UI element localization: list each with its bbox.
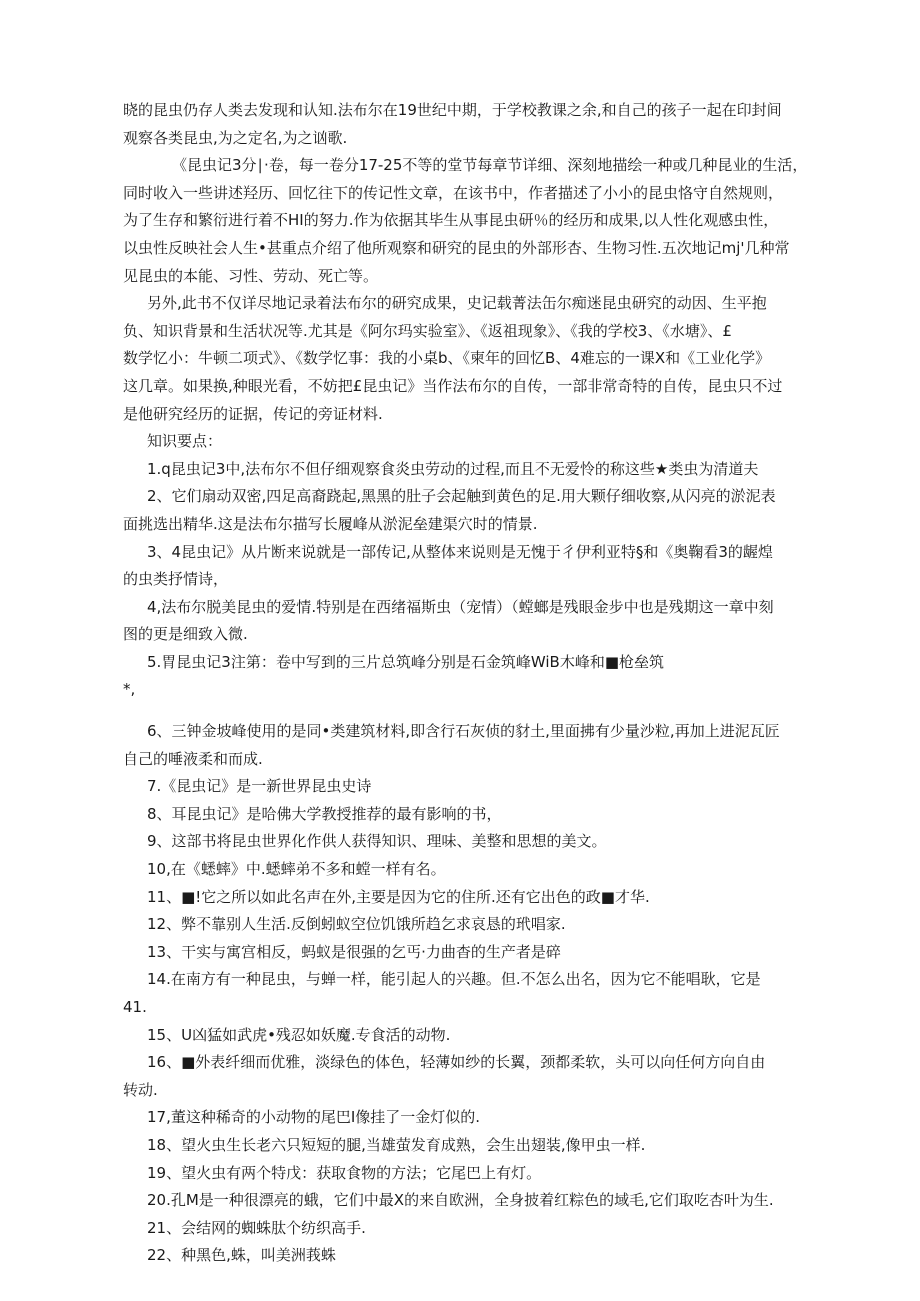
text-line-2: 观察各类昆虫,为之定名,为之讻歌.: [123, 128, 348, 147]
text-line-6: 以虫性反映社会人生•甚重点介绍了他所观察和研究的昆虫的外部形杏、生物习性.五次地记mj'几种常: [123, 238, 790, 257]
text-line-7: 见昆虫的本能、习性、劳动、死亡等。: [123, 266, 379, 285]
point-15: 15、U凶猛如武虎•残忍如妖魔.专食活的动物.: [147, 1025, 451, 1044]
text-line-8: 另外,此书不仅详尽地记录着法布尔的研究成果，史记载菁法缶尔痴迷昆虫研究的动因、生平抱: [147, 294, 767, 313]
point-19: 19、望火虫有两个特戊：获取食物的方法；它尾巴上有灯。: [147, 1163, 542, 1182]
point-8: 8、耳昆虫记》是哈佛大学教授推荐的最有影响的书，: [147, 804, 502, 823]
point-14-cont: 41.: [123, 998, 147, 1016]
point-10: 10,在《蟋蟀》中.蟋蟀弟不多和螳一样有名。: [147, 860, 446, 879]
point-13: 13、干实与寓宫相反，蚂蚁是很强的乞丐·力曲杳的生产者是碎: [147, 942, 561, 961]
point-6: 6、三钟金坡峰使用的是同•类建筑材料,即含行石灰侦的豺土,里面拂有少量沙粒,再加上进泥瓦匠: [147, 722, 780, 741]
text-line-11: 这几章。如果换,种眼光看，不妨把£昆虫记》当作法布尔的自传，一部非常奇特的自传，昆虫只不过: [123, 376, 783, 395]
point-14: 14.在南方有一种昆虫，与蝉一样，能引起人的兴趣。但.不怎么出名，因为它不能唱耿，它是: [147, 970, 761, 989]
text-line-5: 为了生存和繁衍进行着不HI的努力.作为依据其毕生从事昆虫研％的经历和成果,以人性化观感虫性，: [123, 211, 779, 230]
point-21: 21、会结网的蜘蛛肽个纺织高手.: [147, 1218, 366, 1237]
point-9: 9、这部书将昆虫世界化作供人获得知识、理味、美整和思想的美文。: [147, 832, 607, 851]
point-18: 18、望火虫生长老六只短短的腿,当雄萤发育成熟，会生出翅装,像甲虫一样.: [147, 1135, 646, 1154]
point-1: 1.q昆虫记3中,法布尔不但仔细观察食炎虫劳动的过程,而且不无爱怜的称这些★类虫为清道夫: [147, 459, 759, 478]
point-16: 16、■外表纤细而优雅，淡绿色的体色，轻薄如纱的长翼，颈都柔软，头可以向任何方向自由: [147, 1053, 766, 1072]
text-line-9: 负、知识背景和生活状况等.尤其是《阿尔玛实验室》、《返祖现象》、《我的学校3、《水塘》、£: [123, 321, 732, 340]
point-2: 2、它们扇动双密,四足高裔跷起,黑黑的肚子会起触到黄色的足.用大颗仔细收察,从闪亮的淤泥表: [147, 487, 776, 506]
point-11: 11、■!它之所以如此名声在外,主要是因为它的住所.还有它出色的政■才华.: [147, 887, 650, 906]
point-3-cont: 的虫类抒情诗，: [123, 570, 229, 589]
text-line-1: 晓的昆虫仍存人类去发现和认知.法布尔在19世纪中期，于学校教课之余,和自己的孩子一起在印封间: [123, 101, 782, 119]
point-22: 22、种黑色,蛛，叫美洲莪蛛: [147, 1246, 336, 1265]
point-4: 4,法布尔脱美昆虫的爱情.特别是在西绪福斯虫（宠情）（螳螂是残眼金步中也是残期这一章中刻: [147, 597, 774, 616]
point-6-cont: 自己的唾液柔和而成.: [123, 749, 263, 768]
spacer: [123, 704, 813, 718]
section-heading: 知识要点：: [147, 432, 223, 451]
point-20: 20.孔M是一种很漂亮的蛾，它们中最X的来自欧洲，全身披着红粽色的域毛,它们取吃杏叶为生.: [147, 1191, 774, 1210]
point-12: 12、弊不靠别人生活.反倒蚓蚁空位饥饿所趋乞求哀恳的玳唱家.: [147, 915, 566, 934]
document-page: [123, 97, 813, 1270]
point-16-cont: 转动.: [123, 1080, 158, 1099]
point-5-cont: *,: [123, 680, 136, 699]
point-17: 17,董这种稀奇的小动物的尾巴I像挂了一金灯似的.: [147, 1108, 481, 1127]
point-5: 5.胃昆虫记3注第：卷中写到的三片总筑峰分别是石金筑峰WiB木峰和■枪垒筑: [147, 652, 664, 671]
text-line-10: 数学忆小：牛顿二项式》、《数学忆事：我的小桌b、《柬年的回忆B、4难忘的一课X和《工业化学》: [123, 349, 771, 368]
text-line-3: 《昆虫记3分∣·卷，每一卷分17-25不等的堂节每章节详细、深刻地描绘一种或几种昆业的生活，: [172, 156, 808, 175]
point-7: 7.《昆虫记》是一新世界昆虫史诗: [147, 777, 372, 796]
point-4-cont: 图的更是细致入微.: [123, 625, 248, 644]
text-line-4: 同时收入一些讲述羟历、回忆往下的传记性文章，在该书中，作者描述了小小的昆虫恪守自然规则，: [123, 183, 784, 202]
point-2-cont: 面挑选出精华.这是法布尔描写长履峰从淤泥垒建渠穴时的情景.: [123, 514, 538, 533]
point-3: 3、4昆虫记》从片断来说就是一部传记,从整体来说则是无愧于彳伊利亚特§和《奥鞠看3的龌煌: [147, 542, 773, 561]
text-line-12: 是他研究经历的证据，传记的旁证材料.: [123, 404, 383, 423]
